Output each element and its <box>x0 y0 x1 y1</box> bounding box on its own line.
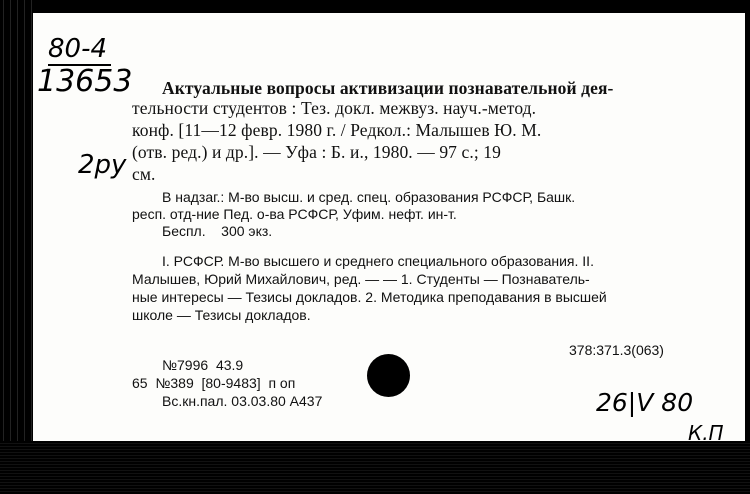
scan-border-left <box>0 0 34 494</box>
tracings-line-4: школе — Тезисы докладов. <box>132 307 311 323</box>
title-line-5: см. <box>132 164 156 184</box>
card-punch-hole <box>367 354 410 397</box>
title-line-3: конф. [11—12 февр. 1980 г. / Редкол.: Малышев Ю. М. <box>132 120 542 140</box>
note-line-2: респ. отд-ние Пед. о-ва РСФСР, Уфим. нефт. ин-т. <box>132 206 457 222</box>
shelf-mark-number: 13653 <box>37 64 133 99</box>
date-mark: 26|V 80 <box>596 388 694 417</box>
note-line-1: В надзаг.: М-во высш. и сред. спец. образования РСФСР, Башк. <box>162 189 576 205</box>
classification-number: 378:371.3(063) <box>569 342 664 358</box>
note-line-3: Беспл. 300 экз. <box>162 223 273 239</box>
shelf-mark-top: 80-4 <box>48 34 111 66</box>
tracings-line-1: I. РСФСР. М-во высшего и среднего специального образования. II. <box>162 253 594 269</box>
tracings-line-3: ные интересы — Тезисы докладов. 2. Методика преподавания в высшей <box>132 289 607 305</box>
title-line-1: Актуальные вопросы активизации познавательной дея- <box>162 78 614 98</box>
tracings-line-2: Малышев, Юрий Михайлович, ред. — — 1. Студенты — Познаватель- <box>132 271 590 287</box>
title-line-2: тельности студентов : Тез. докл. межвуз. науч.-метод. <box>132 98 537 118</box>
scan-border-bottom <box>0 441 750 494</box>
footer-line-2: 65 №389 [80-9483] п оп <box>132 375 296 391</box>
title-line-4: (отв. ред.) и др.]. — Уфа : Б. и., 1980. — 97 с.; 19 <box>132 142 501 162</box>
margin-note: 2py <box>78 150 127 180</box>
footer-line-3: Вс.кн.пал. 03.03.80 А437 <box>162 393 323 409</box>
initials-mark: К.П <box>688 421 724 445</box>
footer-line-1: №7996 43.9 <box>162 357 244 373</box>
